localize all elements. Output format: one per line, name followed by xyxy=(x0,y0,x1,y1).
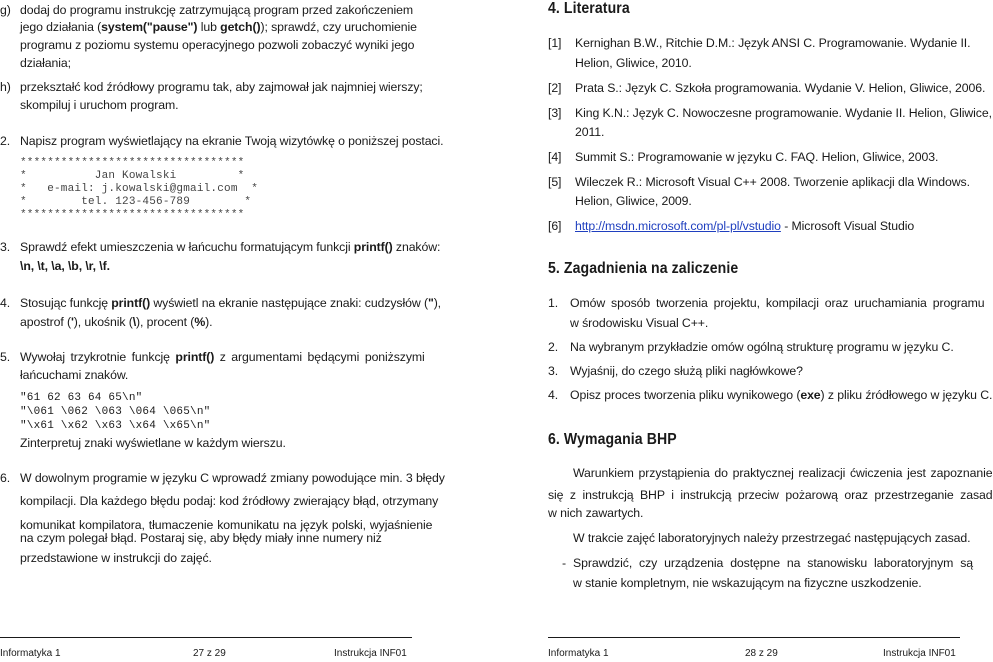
ref-5-number: [5] xyxy=(548,175,562,189)
card-line-2: * Jan Kowalski * xyxy=(20,170,245,182)
ref-3-line2: 2011. xyxy=(575,125,605,139)
task-2-text: Napisz program wyświetlający na ekranie Twoją wizytówkę o poniższej postaci. xyxy=(20,134,444,148)
ref-1-line1: Kernighan B.W., Ritchie D.M.: Język ANSI C. Programowanie. Wydanie II. xyxy=(575,36,971,50)
ref-5-line1: Wileczek R.: Microsoft Visual C++ 2008. Tworzenie aplikacji dla Windows. xyxy=(575,175,970,189)
footer-course: Informatyka 1 xyxy=(0,648,61,659)
bhp-para1-line3: w nich zawartych. xyxy=(548,506,644,520)
bhp-bullet-line1: Sprawdzić, czy urządzenia dostępne na stanowisku laboratoryjnym są xyxy=(573,556,973,570)
ref-2-number: [2] xyxy=(548,81,562,95)
task-6-line2: kompilacji. Dla każdego błędu podaj: kod źródłowy zwierający błąd, otrzymany xyxy=(20,494,439,508)
task-6-line1: W dowolnym programie w języku C wprowadź zmiany powodujące min. 3 błędy xyxy=(20,471,445,485)
msdn-link[interactable]: http://msdn.microsoft.com/pl-pl/vstudio xyxy=(575,219,781,233)
footer-page-number: 27 z 29 xyxy=(193,648,226,659)
item-g-line2: jego działania (system("pause") lub getch()); sprawdź, czy uruchomienie xyxy=(20,20,417,34)
ref-5-line2: Helion, Gliwice, 2009. xyxy=(575,194,692,208)
ref-4-number: [4] xyxy=(548,150,562,164)
card-line-5: ********************************* xyxy=(20,209,245,221)
question-3-number: 3. xyxy=(548,364,559,378)
footer-doc-id: Instrukcja INF01 xyxy=(883,648,956,659)
item-g-line4: działania; xyxy=(20,56,71,70)
section-heading-literatura: 4. Literatura xyxy=(548,0,630,17)
task-6-line4: na czym polegał błąd. Postaraj się, aby błędy miały inne numery niż xyxy=(20,531,382,545)
item-g-line3: programu z poziomu systemu operacyjnego pozwoli zobaczyć wyniki jego xyxy=(20,38,415,52)
ref-4-line1: Summit S.: Programowanie w języku C. FAQ. Helion, Gliwice, 2003. xyxy=(575,150,939,164)
task-5-line1: Wywołaj trzykrotnie funkcję printf() z argumentami będącymi poniższymi xyxy=(20,350,425,364)
question-1-line2: w środowisku Visual C++. xyxy=(570,316,709,330)
bhp-bullet-dash: - xyxy=(562,556,566,570)
task-4-line2: apostrof ('), ukośnik (\), procent (%). xyxy=(20,315,213,329)
card-line-4: * tel. 123-456-789 * xyxy=(20,196,252,208)
question-2-line1: Na wybranym przykładzie omów ogólną strukturę programu w języku C. xyxy=(570,340,954,354)
task-6-line5: przedstawione w instrukcji do zajęć. xyxy=(20,551,212,565)
card-line-1: ********************************* xyxy=(20,157,245,169)
card-line-3: * e-mail: j.kowalski@gmail.com * xyxy=(20,183,259,195)
ref-3-number: [3] xyxy=(548,106,562,120)
footer-page-number: 28 z 29 xyxy=(745,648,778,659)
ref-1-line2: Helion, Gliwice, 2010. xyxy=(575,56,692,70)
bhp-para1-line2: się z instrukcją BHP i instrukcją przeciw pożarową oraz przestrzeganie zasad xyxy=(548,488,993,502)
item-h-marker: h) xyxy=(0,80,11,94)
question-3-line1: Wyjaśnij, do czego służą pliki nagłówkowe? xyxy=(570,364,803,378)
ref-3-line1: King K.N.: Język C. Nowoczesne programowanie. Wydanie II. Helion, Gliwice, xyxy=(575,106,992,120)
question-1-line1: Omów sposób tworzenia projektu, kompilacji oraz uruchamiania programu xyxy=(570,296,985,310)
question-4-number: 4. xyxy=(548,388,559,402)
task-3-line1: Sprawdź efekt umieszczenia w łańcuchu formatującym funkcji printf() znaków: xyxy=(20,240,441,254)
footer-rule xyxy=(0,637,412,638)
task-5-number: 5. xyxy=(0,350,11,364)
question-4-line1: Opisz proces tworzenia pliku wynikowego (exe) z pliku źródłowego w języku C. xyxy=(570,388,993,402)
task-5-after: Zinterpretuj znaki wyświetlane w każdym wierszu. xyxy=(20,436,286,450)
task-6-number: 6. xyxy=(0,471,11,485)
task-5-line2: łańcuchami znaków. xyxy=(20,368,129,382)
code-string-2: "\061 \062 \063 \064 \065\n" xyxy=(20,406,211,418)
footer-doc-id: Instrukcja INF01 xyxy=(334,648,407,659)
section-heading-bhp: 6. Wymagania BHP xyxy=(548,431,677,448)
task-4-line1: Stosując funkcję printf() wyświetl na ekranie następujące znaki: cudzysłów ("), xyxy=(20,296,441,310)
code-string-3: "\x61 \x62 \x63 \x64 \x65\n" xyxy=(20,420,211,432)
section-heading-zagadnienia: 5. Zagadnienia na zaliczenie xyxy=(548,260,739,277)
question-2-number: 2. xyxy=(548,340,559,354)
item-h-line2: skompiluj i uruchom program. xyxy=(20,98,179,112)
task-4-number: 4. xyxy=(0,296,11,310)
ref-6-number: [6] xyxy=(548,219,562,233)
page-27 xyxy=(0,0,480,662)
task-6-line3: komunikat kompilatora, tłumaczenie komunikatu na język polski, wyjaśnienie xyxy=(20,518,433,532)
footer-course: Informatyka 1 xyxy=(548,648,609,659)
task-3-number: 3. xyxy=(0,240,11,254)
item-g-line1: dodaj do programu instrukcję zatrzymującą program przed zakończeniem xyxy=(20,3,414,17)
ref-2-line1: Prata S.: Język C. Szkoła programowania. Wydanie V. Helion, Gliwice, 2006. xyxy=(575,81,986,95)
question-1-number: 1. xyxy=(548,296,559,310)
page-28 xyxy=(480,0,993,662)
task-2-number: 2. xyxy=(0,134,11,148)
item-h-line1: przekształć kod źródłowy programu tak, aby zajmował jak najmniej wierszy; xyxy=(20,80,423,94)
code-string-1: "61 62 63 64 65\n" xyxy=(20,392,143,404)
task-3-line2: \n, \t, \a, \b, \r, \f. xyxy=(20,259,110,273)
ref-1-number: [1] xyxy=(548,36,562,50)
bhp-para2: W trakcie zajęć laboratoryjnych należy przestrzegać następujących zasad. xyxy=(573,531,971,545)
item-g-marker: g) xyxy=(0,3,11,17)
ref-6-line1: http://msdn.microsoft.com/pl-pl/vstudio - Microsoft Visual Studio xyxy=(575,219,915,233)
bhp-bullet-line2: w stanie kompletnym, nie wskazującym na fizyczne uszkodzenie. xyxy=(573,576,922,590)
footer-rule xyxy=(548,637,960,638)
bhp-para1-line1: Warunkiem przystąpienia do praktycznej realizacji ćwiczenia jest zapoznanie xyxy=(573,466,993,480)
